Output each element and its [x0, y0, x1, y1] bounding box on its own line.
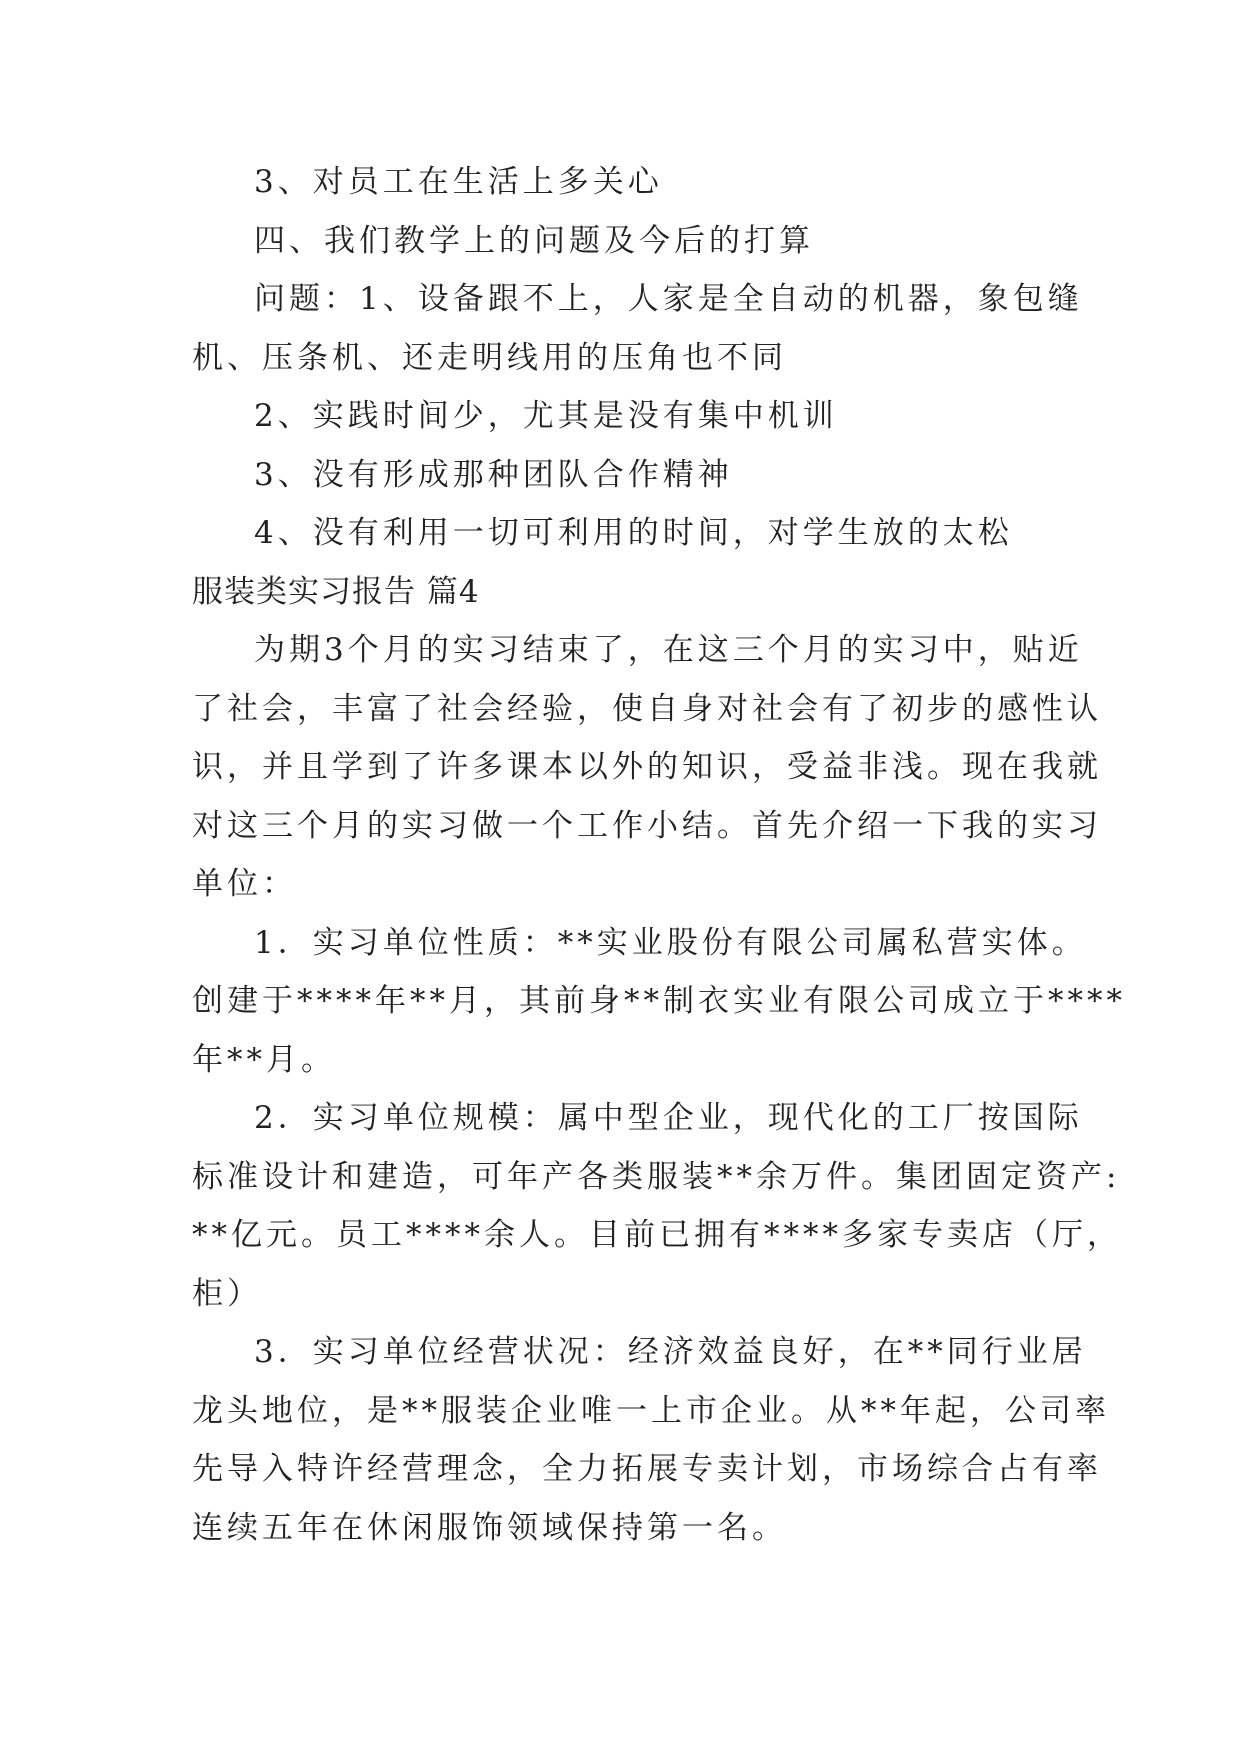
text-line: 连续五年在休闲服饰领域保持第一名。 [192, 1509, 787, 1546]
text-line: 4、没有利用一切可利用的时间，对学生放的太松 [254, 515, 1013, 551]
text-line: **亿元。员工****余人。目前已拥有****多家专卖店（厅， [192, 1217, 1122, 1253]
text-line: 四、我们教学上的问题及今后的打算 [254, 222, 814, 259]
text-line: 为期3个月的实习结束了，在这三个月的实习中，贴近 [254, 632, 1083, 668]
text-line: 3．实习单位经营状况：经济效益良好，在**同行业居 [254, 1334, 1087, 1370]
text-line: 单位： [192, 866, 297, 902]
text-line: 3、对员工在生活上多关心 [254, 164, 663, 200]
text-line: 问题：1、设备跟不上，人家是全自动的机器，象包缝 [254, 281, 1083, 317]
text-line: 1．实习单位性质：**实业股份有限公司属私营实体。 [254, 924, 1087, 961]
text-line: 创建于****年**月，其前身**制衣实业有限公司成立于**** [192, 983, 1126, 1019]
text-line: 标准设计和建造，可年产各类服装**余万件。集团固定资产: [192, 1158, 1121, 1195]
text-line: 2．实习单位规模：属中型企业，现代化的工厂按国际 [254, 1100, 1083, 1136]
section-heading: 服装类实习报告 篇4 [192, 573, 480, 610]
document-body [192, 153, 1126, 1557]
text-line: 对这三个月的实习做一个工作小结。首先介绍一下我的实习 [192, 807, 1102, 844]
text-line: 机、压条机、还走明线用的压角也不同 [192, 339, 787, 376]
text-line: 2、实践时间少，尤其是没有集中机训 [254, 398, 838, 434]
text-line: 了社会，丰富了社会经验，使自身对社会有了初步的感性认 [192, 690, 1102, 727]
text-line: 龙头地位，是**服装企业唯一上市企业。从**年起，公司率 [192, 1392, 1110, 1429]
text-line: 识，并且学到了许多课本以外的知识，受益非浅。现在我就 [192, 749, 1102, 785]
text-line: 先导入特许经营理念，全力拓展专卖计划，市场综合占有率 [192, 1451, 1102, 1487]
text-line: 柜） [192, 1275, 262, 1312]
text-line: 年**月。 [192, 1041, 336, 1078]
text-line: 3、没有形成那种团队合作精神 [254, 456, 733, 493]
